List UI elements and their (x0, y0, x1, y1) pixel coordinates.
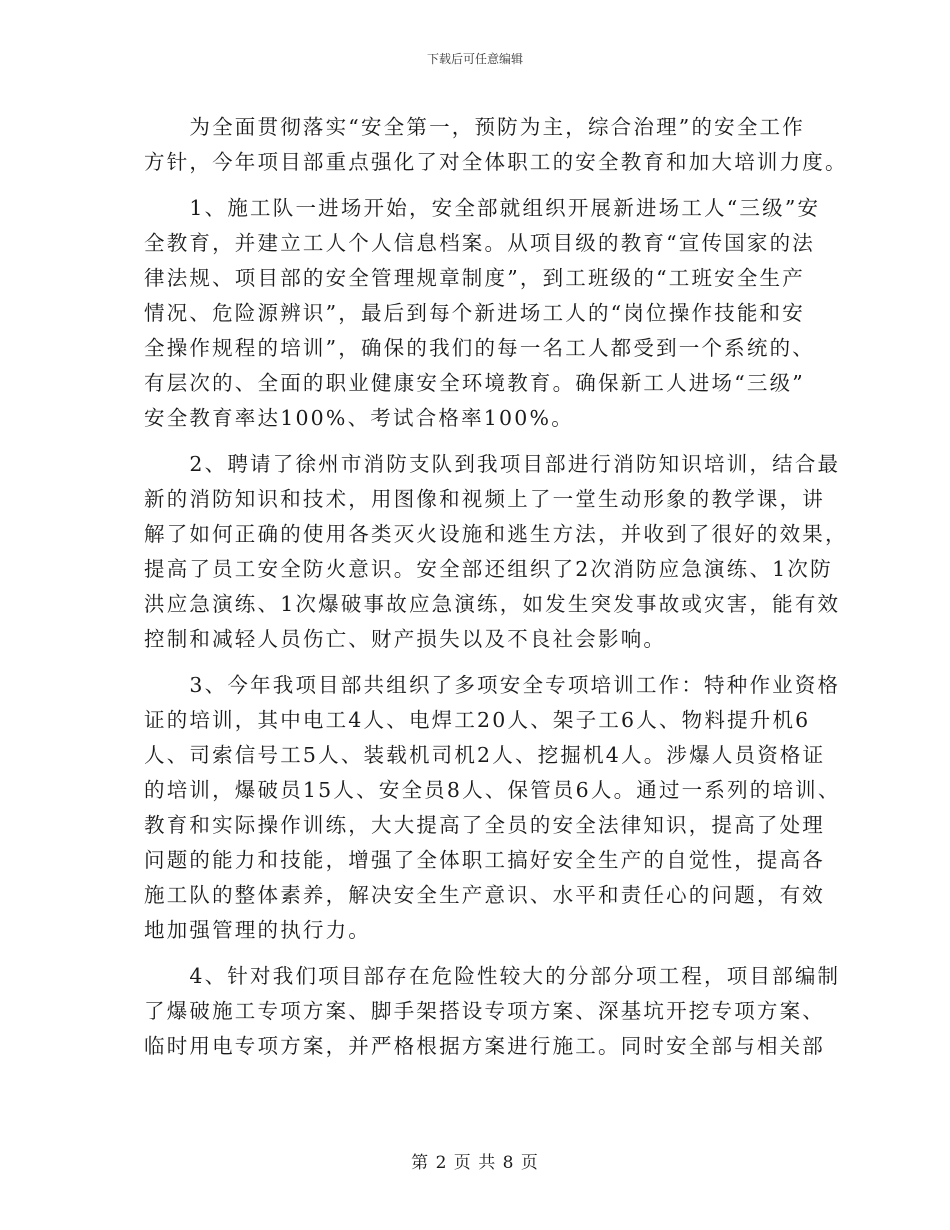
page-header: 下载后可任意编辑 (426, 52, 523, 66)
paragraph-item-3: 3、今年我项目部共组织了多项安全专项培训工作：特种作业资格 证的培训，其中电工4人、电焊工20人、架子工6人、物料提升机6 人、司索信号工5人、装载机司机2人、挖掘机4人。涉爆人员资格证 的培训，爆破员15人、安全员8人、保管员6人。通过一系列的培训、 教育和实际操作训练，大大提高了全员的安全法律知识，提高了处理 问题的能力和技能，增强了全体职工搞好安全生产的自觉性，提高各 施工队的整体素养，解决安全生产意识、水平和责任心的问题，有效 地加强管理的执行力。 (144, 673, 841, 942)
paragraph-item-1: 1、施工队一进场开始，安全部就组织开展新进场工人“三级”安 全教育，并建立工人个人信息档案。从项目级的教育“宣传国家的法 律法规、项目部的安全管理规章制度”，到工班级的“工班安全生产 情况、危险源辨识”，最后到每个新进场工人的“岗位操作技能和安 全操作规程的培训”，确保的我们的每一名工人都受到一个系统的、 有层次的、全面的职业健康安全环境教育。确保新工人进场“三级” 安全教育率达100%、考试合格率100%。 (144, 196, 821, 430)
paragraph-item-4: 4、针对我们项目部存在危险性较大的分部分项工程，项目部编制 了爆破施工专项方案、脚手架搭设专项方案、深基坑开挖专项方案、 临时用电专项方案，并严格根据方案进行施工。同时安全部与相关部 (144, 964, 841, 1058)
document-body (144, 110, 848, 1064)
paragraph-intro: 为全面贯彻落实“安全第一，预防为主，综合治理”的安全工作 方针，今年项目部重点强化了对全体职工的安全教育和加大培训力度。 (144, 115, 848, 174)
page-number-footer: 第 2 页 共 8 页 (411, 1153, 539, 1173)
paragraph-item-2: 2、聘请了徐州市消防支队到我项目部进行消防知识培训，结合最 新的消防知识和技术，用图像和视频上了一堂生动形象的教学课，讲 解了如何正确的使用各类灭火设施和逃生方法，并收到了很好的效果， 提高了员工安全防火意识。安全部还组织了2次消防应急演练、1次防 洪应急演练、1次爆破事故应急演练，如发生突发事故或灾害，能有效 控制和减轻人员伤亡、财产损失以及不良社会影响。 (144, 452, 848, 651)
